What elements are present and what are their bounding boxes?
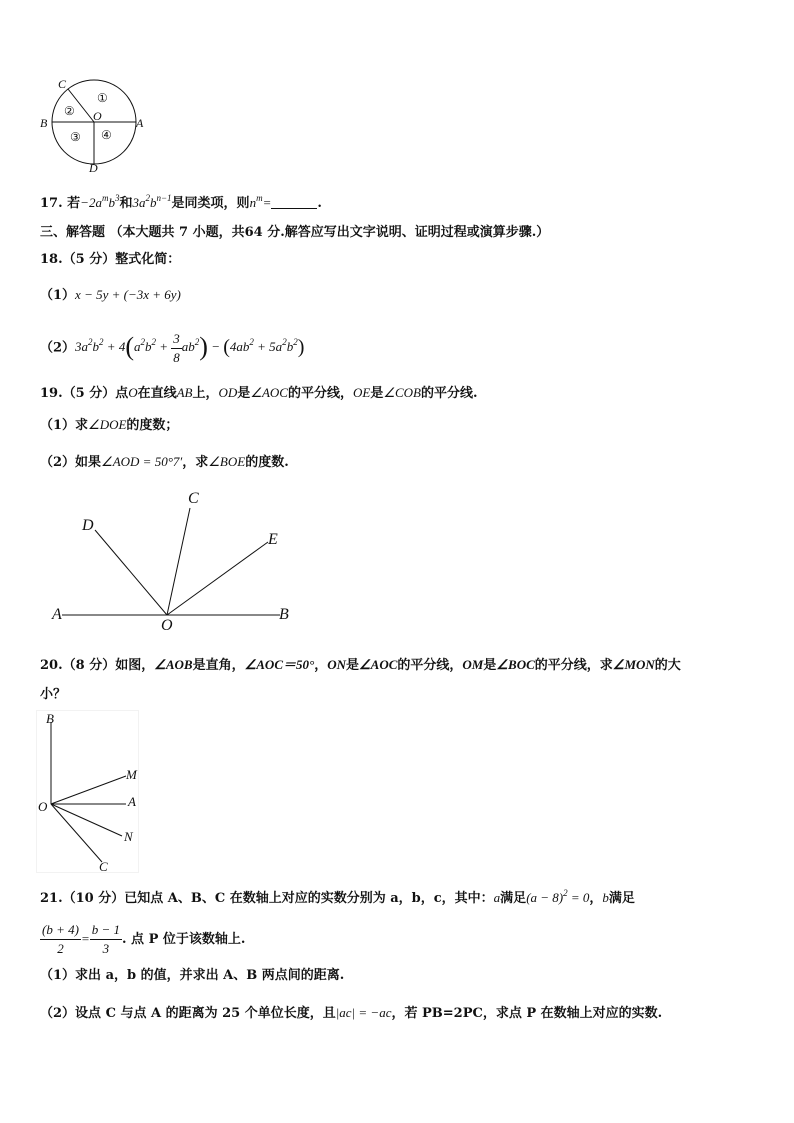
fig20-label-c: C bbox=[99, 859, 108, 874]
fig20-label-o: O bbox=[38, 799, 48, 814]
fig19-label-a: A bbox=[52, 606, 62, 623]
question-20-line-2: 小？ bbox=[40, 687, 67, 702]
circle-region-1: ① bbox=[97, 91, 108, 105]
fig19-label-d: D bbox=[82, 517, 94, 534]
question-21-line-1: 21.（10 分）已知点 A、B、C 在数轴上对应的实数分别为 a，b，c，其中：a满足$(a - 8)^2 = 0$，b满足 bbox=[40, 888, 635, 906]
angle-figure-20 bbox=[36, 710, 146, 875]
circle-label-c: C bbox=[58, 77, 67, 91]
circle-region-4: ④ bbox=[101, 128, 112, 142]
question-18-part-2: $(2)3a^2b^2 + 4(a^2b^2$ + $\frac{3}{8}$ $ab^2) - (4ab^2 + 5a^2b^2)$ bbox=[40, 331, 305, 365]
fig20-label-b: B bbox=[46, 711, 54, 726]
question-18-head: 18.（5 分）整式化简： bbox=[40, 252, 181, 267]
fig19-label-c: C bbox=[188, 490, 199, 507]
fig19-label-e: E bbox=[268, 531, 278, 548]
circle-region-3: ③ bbox=[70, 130, 81, 144]
circle-label-o: O bbox=[93, 109, 102, 123]
fig20-label-n: N bbox=[124, 829, 133, 844]
circle-region-2: ② bbox=[64, 104, 75, 118]
question-19-part-1: （1）求∠DOE的度数； bbox=[40, 417, 179, 433]
question-21-part-1: （1）求出 a，b 的值，并求出 A、B 两点间的距离. bbox=[40, 968, 345, 983]
circle-label-b: B bbox=[40, 116, 48, 130]
answer-blank[interactable] bbox=[271, 196, 317, 209]
question-19-part-2: （2）如果∠AOD = 50°7′，求∠BOE的度数. bbox=[40, 454, 289, 470]
question-21-part-2: （2）设点 C 与点 A 的距离为 25 个单位长度，且|ac| = −ac，若 PB=2PC，求点 P 在数轴上对应的实数. bbox=[40, 1005, 663, 1021]
circle-label-d: D bbox=[89, 161, 98, 175]
fig20-label-a: A bbox=[128, 794, 136, 809]
circle-label-a: A bbox=[136, 116, 144, 130]
section-3-heading: 三、解答题 （本大题共 7 小题，共64 分.解答应写出文字说明、证明过程或演算步骤.） bbox=[40, 225, 550, 240]
question-19-head: 19.（5 分）点O在直线AB上，OD是∠AOC的平分线，OE是∠COB的平分线. bbox=[40, 385, 478, 401]
question-21-line-2: $\frac{(b + 4)}{2}$ = $\frac{b - 1}{3}$ . 点 P 位于该数轴上. bbox=[42, 922, 246, 956]
angle-figure-19 bbox=[40, 490, 310, 640]
fig19-label-b: B bbox=[279, 606, 289, 623]
fig19-label-o: O bbox=[161, 617, 173, 634]
question-20-line-1: 20.（8 分）如图，∠AOB是直角，∠AOC＝50°，ON是∠AOC的平分线，OM是∠BOC的平分线，求∠MON的大 bbox=[40, 657, 681, 673]
question-18-part-1: （1）x − 5y + (−3x + 6y) bbox=[40, 287, 181, 303]
fig20-label-m: M bbox=[126, 767, 137, 782]
question-17: 17. 若$-2a^mb^3$和$3a^2b^{n-1}$是同类项，则$n^m=$ . bbox=[40, 193, 322, 211]
